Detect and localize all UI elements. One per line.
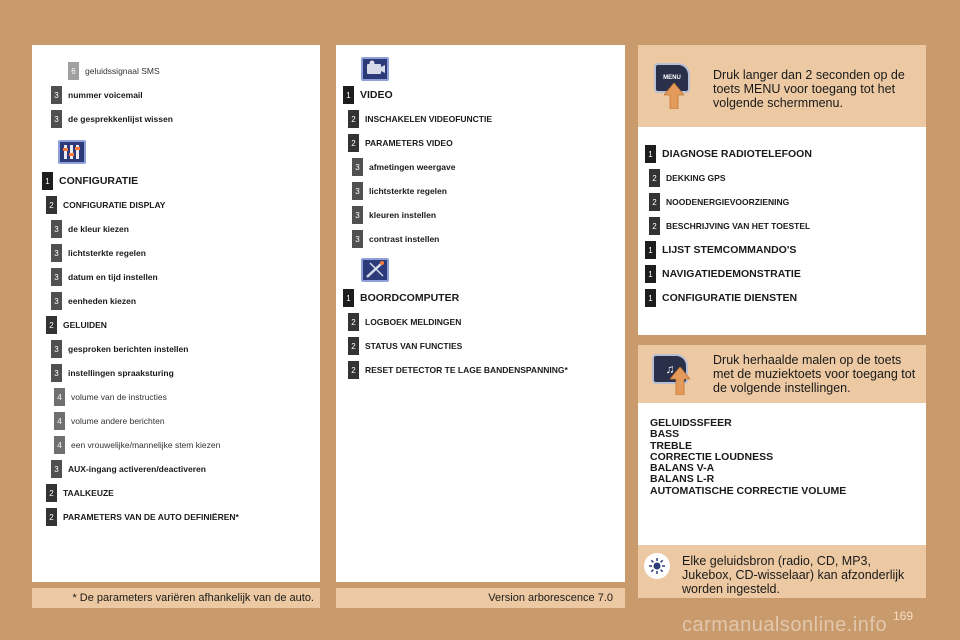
level-badge: 2 — [46, 316, 57, 334]
level-badge: 1 — [645, 145, 656, 163]
tree-item — [352, 229, 439, 249]
sound-setting-item: AUTOMATISCHE CORRECTIE VOLUME — [650, 484, 847, 497]
tip-box — [638, 545, 926, 598]
tree-item-label: CONFIGURATIE DISPLAY — [63, 200, 166, 210]
level-badge: 2 — [46, 508, 57, 526]
tree-item-label: BESCHRIJVING VAN HET TOESTEL — [666, 221, 811, 231]
tree-item-label: een vrouwelijke/mannelijke stem kiezen — [71, 440, 221, 450]
tree-item-label: STATUS VAN FUNCTIES — [365, 341, 463, 351]
tree-item — [51, 85, 143, 105]
tree-item-label: CONFIGURATIE DIENSTEN — [662, 292, 798, 304]
trip-computer-icon — [361, 258, 389, 282]
watermark: carmanualsonline.info — [682, 614, 888, 636]
tree-item — [46, 315, 107, 335]
arrow-up-icon — [664, 83, 684, 109]
tree-item-label: NOODENERGIEVOORZIENING — [666, 197, 790, 207]
level-badge: 2 — [649, 193, 660, 211]
level-badge: 1 — [343, 86, 354, 104]
level-badge: 2 — [348, 361, 359, 379]
tree-item — [51, 363, 174, 383]
level-badge: 3 — [51, 292, 62, 310]
tree-item — [46, 195, 165, 215]
tree-item — [348, 312, 461, 332]
level-badge: 3 — [51, 220, 62, 238]
level-badge: 3 — [51, 364, 62, 382]
tree-item — [343, 85, 393, 105]
tree-item-label: BOORDCOMPUTER — [360, 292, 460, 304]
footnote-text: * De parameters variëren afhankelijk van de auto. — [72, 592, 314, 604]
tip-text: Elke geluidsbron (radio, CD, MP3, Jukebox, CD-wisselaar) kan afzonderlijk worden ingesteld. — [682, 554, 905, 596]
version-text: Version arborescence 7.0 — [488, 592, 613, 604]
configuration-icon — [58, 140, 86, 164]
left-panel — [32, 45, 320, 582]
tree-item-label: NAVIGATIEDEMONSTRATIE — [662, 268, 801, 280]
level-badge: 3 — [51, 86, 62, 104]
tree-item — [348, 109, 492, 129]
level-badge: 2 — [348, 110, 359, 128]
level-badge: 3 — [51, 340, 62, 358]
tree-item-label: GELUIDEN — [63, 320, 107, 330]
tree-item-label: volume andere berichten — [71, 416, 165, 426]
tree-item-label: lichtsterkte regelen — [68, 248, 146, 258]
music-info-box — [638, 345, 926, 403]
tree-item-label: volume van de instructies — [71, 392, 167, 402]
tree-item — [51, 219, 129, 239]
tree-item — [352, 205, 436, 225]
tree-item-label: eenheden kiezen — [68, 296, 137, 306]
sound-setting-item: GELUIDSSFEER — [650, 417, 732, 429]
tree-item — [348, 133, 453, 153]
tree-item-label: contrast instellen — [369, 234, 440, 244]
tree-item — [46, 507, 239, 527]
tree-item-label: LIJST STEMCOMMANDO'S — [662, 244, 797, 256]
sound-setting-item: BASS — [650, 428, 680, 441]
level-badge: 6 — [68, 62, 79, 80]
page-number: 169 — [893, 609, 914, 623]
tree-item — [68, 61, 160, 81]
level-badge: 2 — [46, 484, 57, 502]
tree-item-label: gesproken berichten instellen — [68, 344, 189, 354]
tree-item-label: INSCHAKELEN VIDEOFUNCTIE — [365, 114, 493, 124]
sound-setting-item: CORRECTIE LOUDNESS — [650, 450, 774, 463]
tree-item — [645, 240, 796, 260]
tree-item-label: afmetingen weergave — [369, 162, 456, 172]
level-badge: 3 — [352, 206, 363, 224]
tip-icon — [644, 553, 670, 579]
tree-item — [51, 109, 173, 129]
video-icon — [361, 57, 389, 81]
level-badge: 3 — [352, 158, 363, 176]
tree-item-label: kleuren instellen — [369, 210, 437, 220]
tree-item-label: nummer voicemail — [68, 90, 143, 100]
tree-item — [51, 291, 136, 311]
level-badge: 3 — [51, 268, 62, 286]
tree-item — [51, 339, 188, 359]
level-badge: 3 — [51, 244, 62, 262]
right-panel — [638, 45, 926, 598]
music-button-icon: ♫ — [652, 354, 688, 384]
tree-item — [352, 157, 455, 177]
tree-item — [54, 435, 220, 455]
tree-item-label: lichtsterkte regelen — [369, 186, 447, 196]
tree-item — [51, 267, 158, 287]
tree-item-label: PARAMETERS VIDEO — [365, 138, 453, 148]
level-badge: 2 — [649, 169, 660, 187]
level-badge: 1 — [645, 265, 656, 283]
sound-settings-list — [650, 418, 846, 497]
music-info-text: Druk herhaalde malen op de toets met de muziektoets voor toegang tot de volgende instellingen. — [713, 353, 916, 395]
level-badge: 2 — [649, 217, 660, 235]
tree-item — [352, 181, 447, 201]
sound-setting-item: BALANS V-A — [650, 462, 715, 475]
level-badge: 2 — [46, 196, 57, 214]
tree-item — [645, 288, 797, 308]
tree-item — [649, 192, 789, 212]
tree-item — [54, 411, 165, 431]
level-badge: 2 — [348, 134, 359, 152]
arrow-up-icon — [670, 367, 690, 395]
tree-item-label: CONFIGURATIE — [59, 175, 139, 187]
tree-item-label: geluidssignaal SMS — [85, 66, 160, 76]
level-badge: 2 — [348, 313, 359, 331]
tree-item — [348, 360, 568, 380]
tree-item-label: VIDEO — [360, 89, 393, 101]
tree-item-label: DEKKING GPS — [666, 173, 726, 183]
footnote — [32, 588, 320, 608]
level-badge: 4 — [54, 412, 65, 430]
tree-item — [46, 483, 114, 503]
tree-item — [54, 387, 167, 407]
tree-item — [51, 243, 146, 263]
tree-item-label: AUX-ingang activeren/deactiveren — [68, 464, 206, 474]
level-badge: 4 — [54, 436, 65, 454]
section-gap — [638, 335, 926, 345]
version-footer — [336, 588, 625, 608]
tree-item — [645, 144, 812, 164]
level-badge: 1 — [645, 289, 656, 307]
tree-item — [343, 288, 459, 308]
tree-item — [42, 171, 138, 191]
tree-item-label: instellingen spraaksturing — [68, 368, 174, 378]
tree-item — [645, 264, 801, 284]
menu-info-box — [638, 45, 926, 127]
menu-info-text: Druk langer dan 2 seconden op de toets MENU voor toegang tot het volgende schermmenu. — [713, 68, 905, 110]
tree-item — [649, 168, 726, 188]
level-badge: 2 — [348, 337, 359, 355]
tree-item-label: PARAMETERS VAN DE AUTO DEFINIËREN* — [63, 512, 239, 522]
level-badge: 1 — [42, 172, 53, 190]
tree-item-label: datum en tijd instellen — [68, 272, 158, 282]
sound-setting-item: BALANS L-R — [650, 473, 715, 486]
tree-item-label: LOGBOEK MELDINGEN — [365, 317, 462, 327]
tree-item-label: TAALKEUZE — [63, 488, 114, 498]
sound-setting-item: TREBLE — [650, 439, 692, 452]
tree-item — [348, 336, 462, 356]
level-badge: 3 — [51, 460, 62, 478]
tree-item — [649, 216, 810, 236]
level-badge: 1 — [645, 241, 656, 259]
middle-panel — [336, 45, 625, 582]
tree-item — [51, 459, 206, 479]
tree-item-label: RESET DETECTOR TE LAGE BANDENSPANNING* — [365, 365, 568, 375]
tree-item-label: DIAGNOSE RADIOTELEFOON — [662, 148, 812, 160]
level-badge: 3 — [352, 182, 363, 200]
level-badge: 3 — [51, 110, 62, 128]
menu-button-label: MENU — [663, 75, 681, 81]
level-badge: 3 — [352, 230, 363, 248]
tree-item-label: de kleur kiezen — [68, 224, 129, 234]
level-badge: 1 — [343, 289, 354, 307]
tree-item-label: de gesprekkenlijst wissen — [68, 114, 173, 124]
level-badge: 4 — [54, 388, 65, 406]
